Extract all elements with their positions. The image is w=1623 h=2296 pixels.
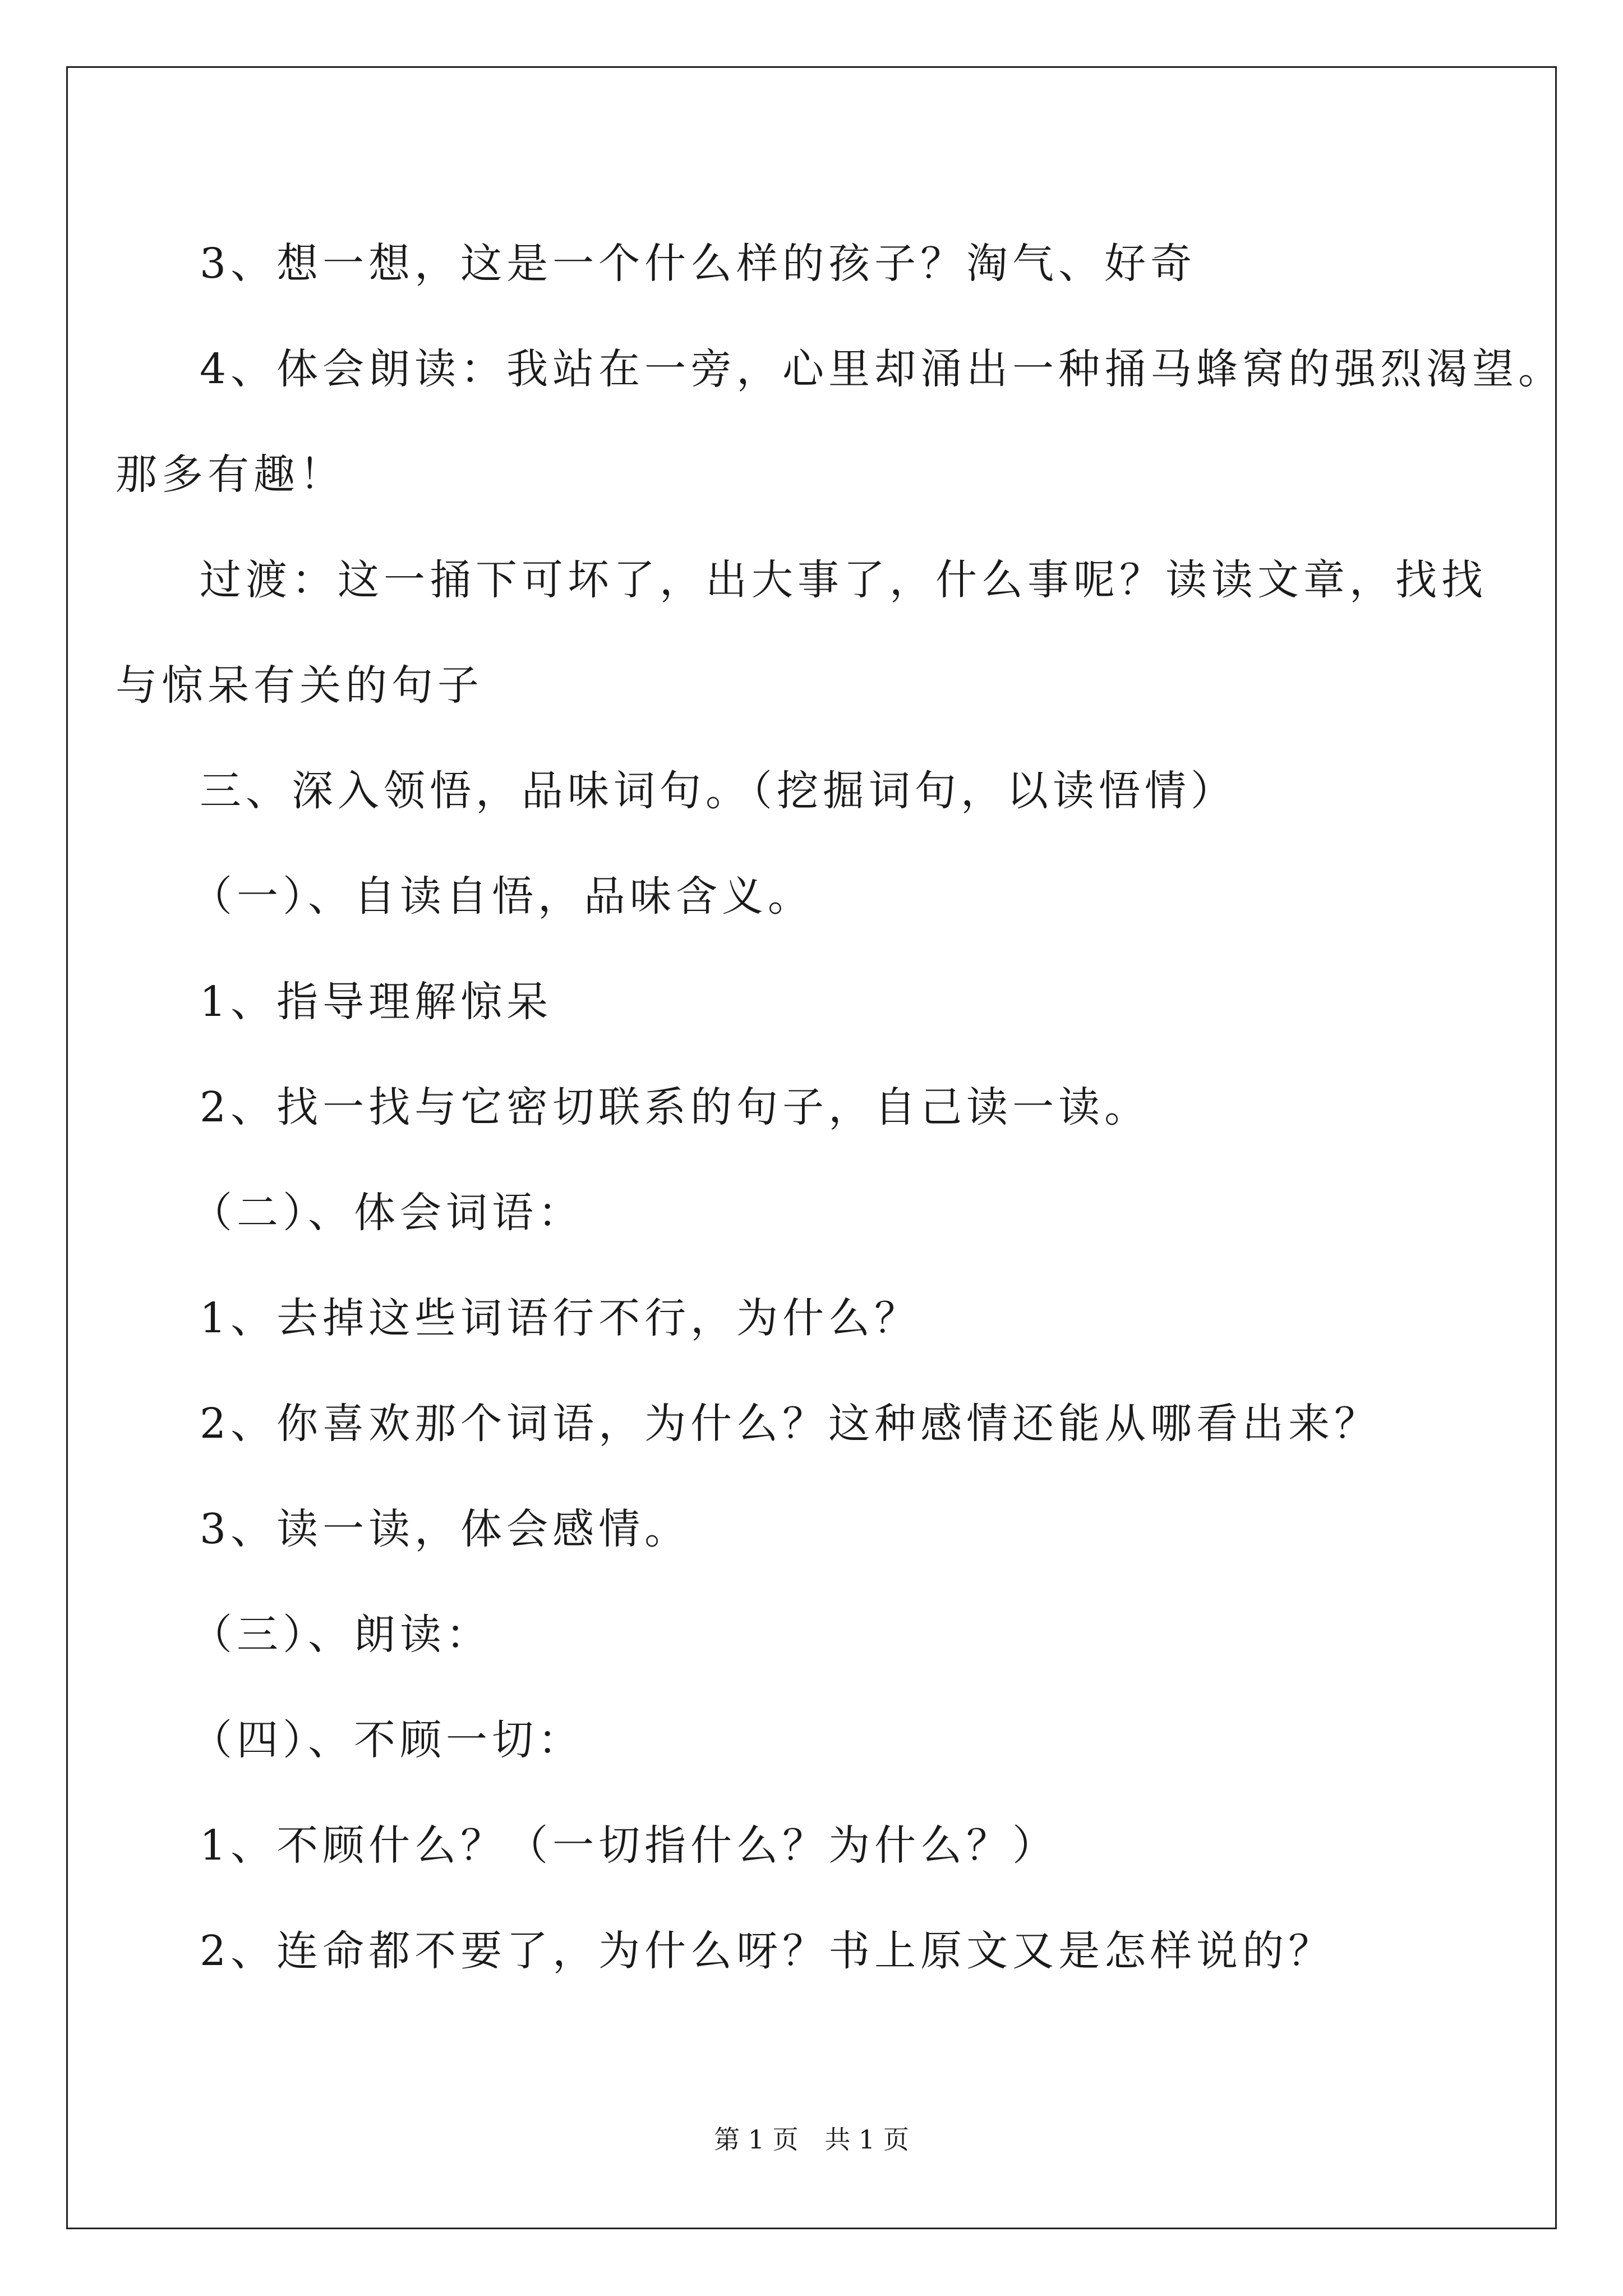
page-total: 共 1 页 xyxy=(824,2124,909,2155)
list-item: 1、不顾什么？（一切指什么？为什么？） xyxy=(200,1821,1059,1870)
subheading-3: （三）、朗读： xyxy=(191,1611,492,1659)
list-item: 1、指导理解惊呆 xyxy=(200,978,553,1026)
list-item: 2、你喜欢那个词语，为什么？这种感情还能从哪看出来？ xyxy=(200,1400,1381,1448)
document-body xyxy=(116,211,1565,2004)
subheading-2: （二）、体会词语： xyxy=(191,1189,584,1237)
list-item: 2、连命都不要了，为什么呀？书上原文又是怎样说的？ xyxy=(200,1927,1335,1975)
page-number: 第 1 页 xyxy=(714,2124,799,2155)
paragraph-think: 3、想一想，这是一个什么样的孩子？淘气、好奇 xyxy=(200,240,1197,288)
section-heading-3: 三、深入领悟，品味词句。（挖掘词句，以读悟情） xyxy=(200,767,1237,815)
subheading-1: （一）、自读自悟，品味含义。 xyxy=(191,872,814,921)
list-item: 2、找一找与它密切联系的句子，自己读一读。 xyxy=(200,1083,1151,1131)
subheading-4: （四）、不顾一切： xyxy=(191,1716,584,1764)
paragraph-transition-cont: 与惊呆有关的句子 xyxy=(116,661,483,710)
paragraph-read-aloud: 4、体会朗读：我站在一旁，心里却涌出一种捅马蜂窝的强烈渴望。 xyxy=(200,345,1565,393)
list-item: 1、去掉这些词语行不行，为什么？ xyxy=(200,1294,921,1342)
paragraph-transition: 过渡：这一捅下可坏了，出大事了，什么事呢？读读文章，找找 xyxy=(200,556,1487,604)
list-item: 3、读一读，体会感情。 xyxy=(200,1505,691,1553)
page-footer xyxy=(0,2119,1623,2156)
paragraph-read-aloud-cont: 那多有趣！ xyxy=(116,450,345,499)
